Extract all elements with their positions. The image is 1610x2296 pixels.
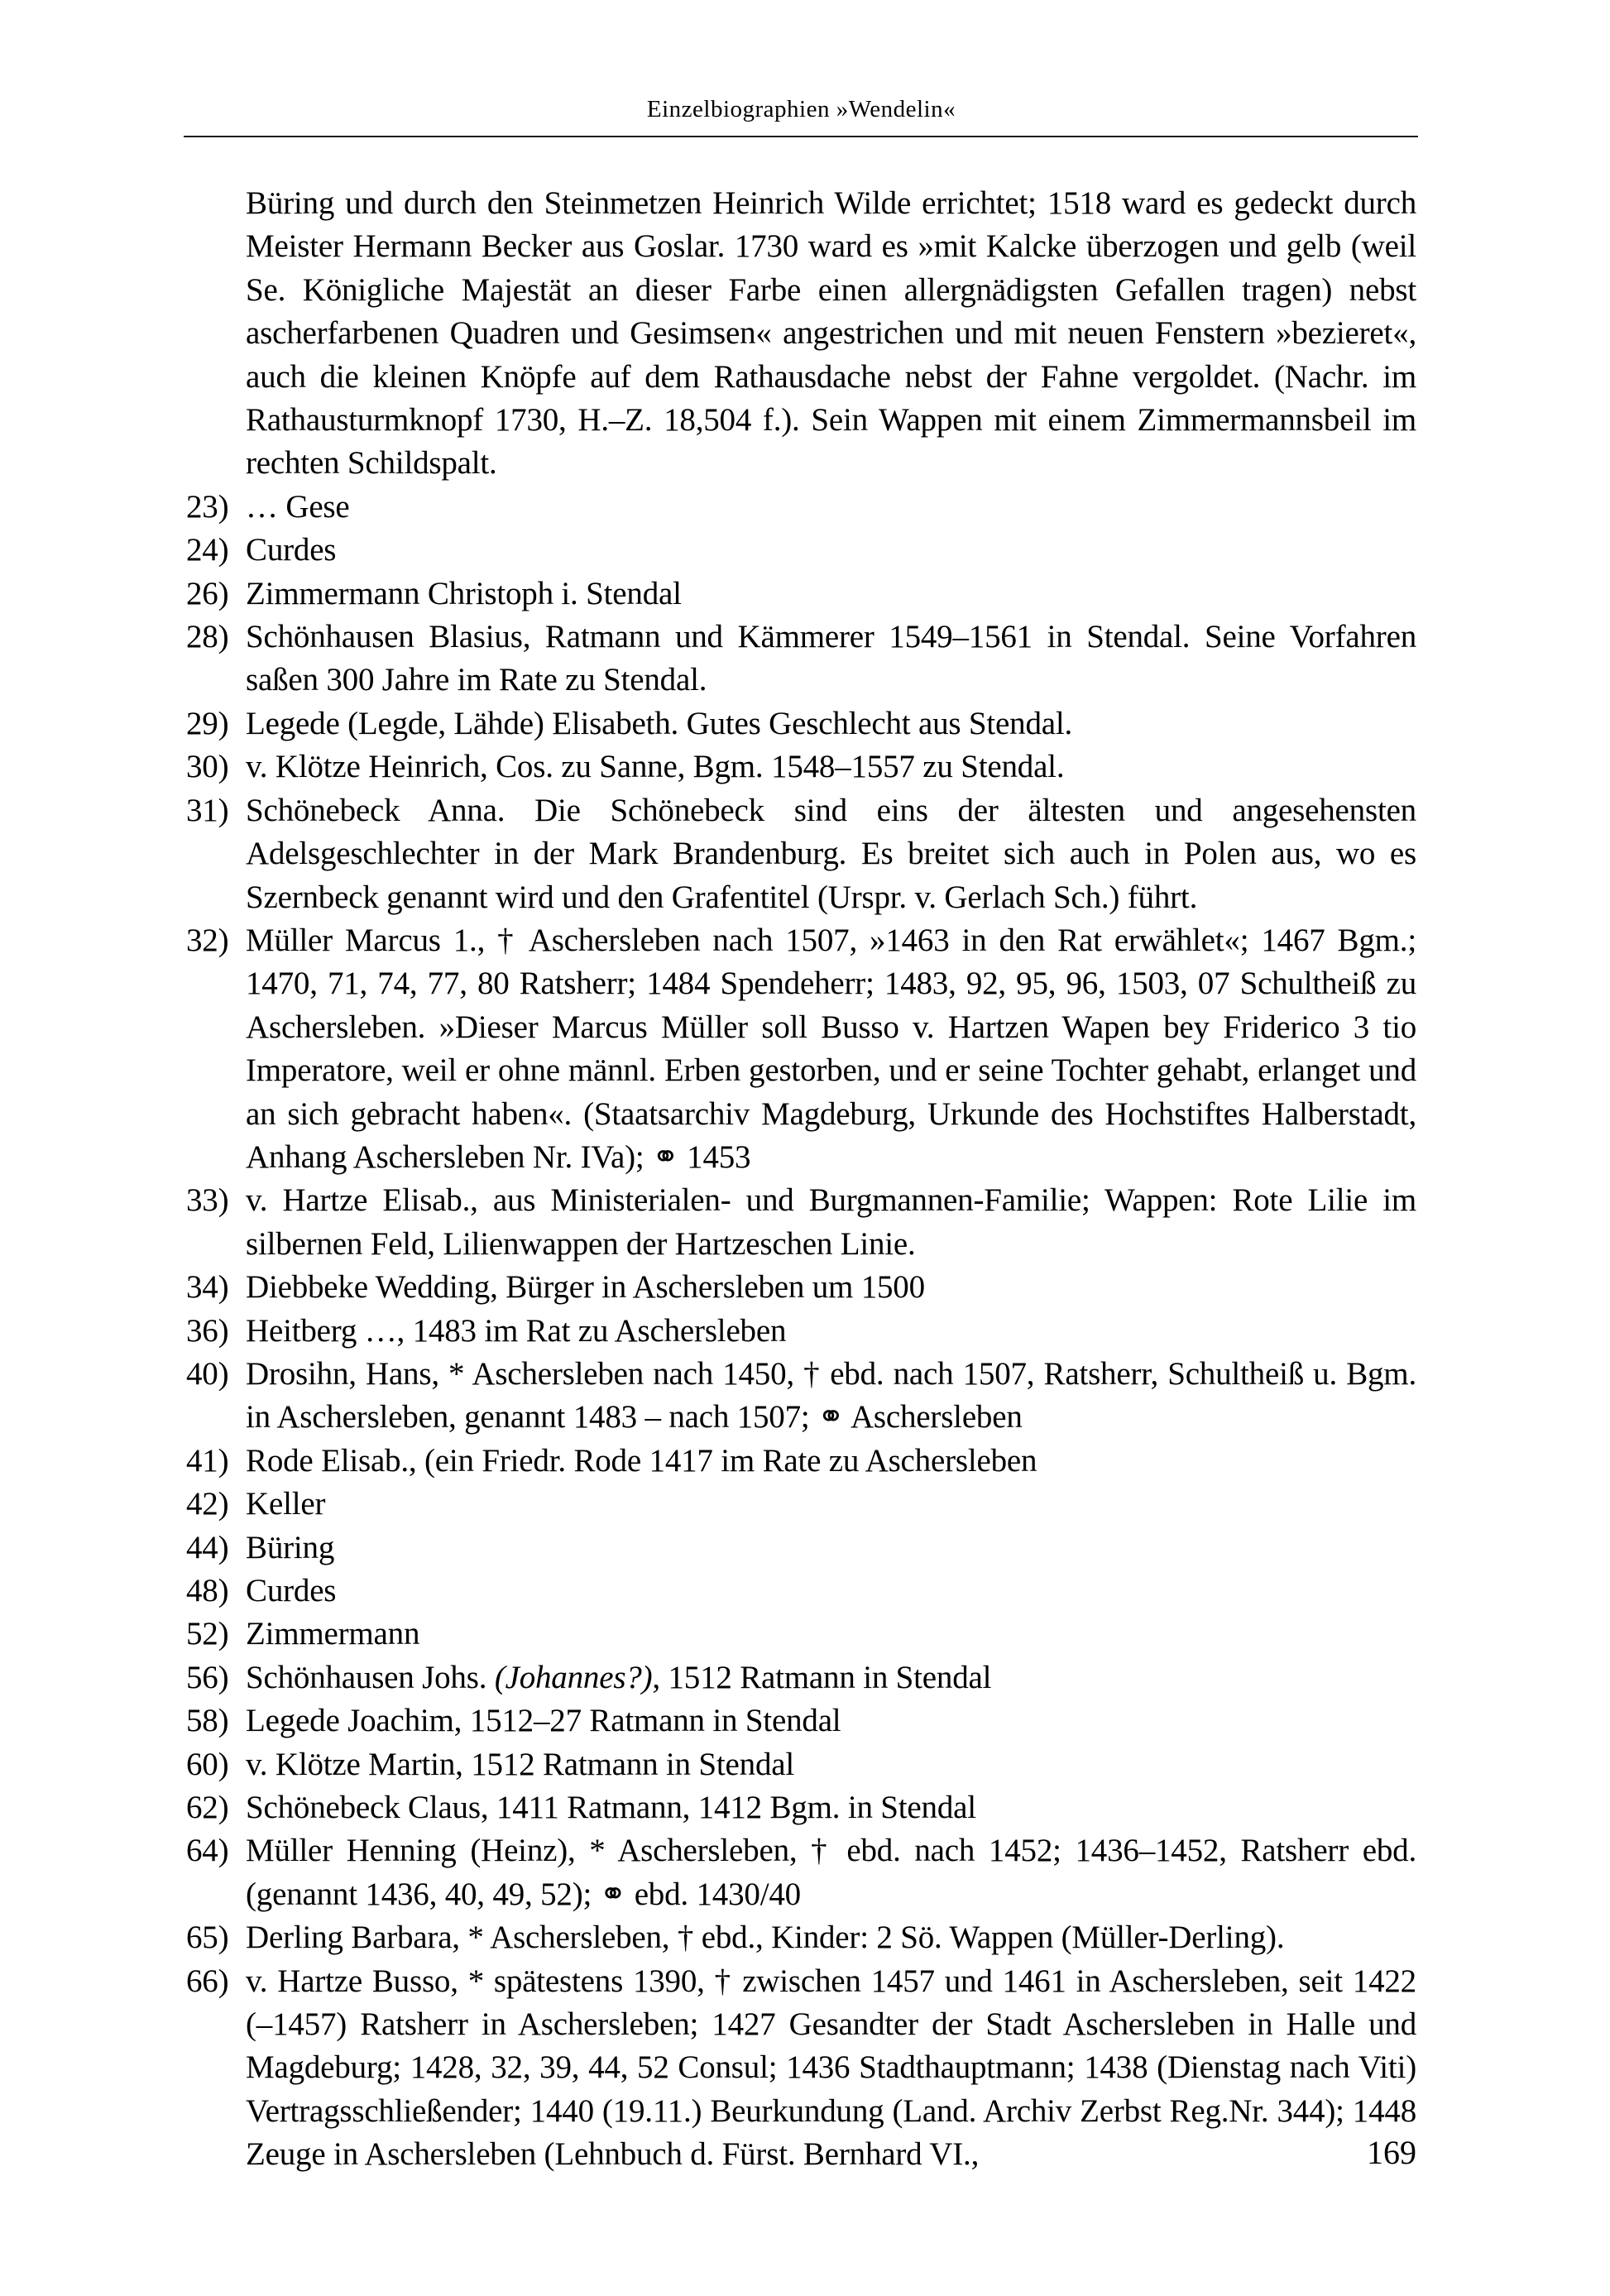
entry — [186, 1179, 1416, 1266]
entry-number: 65) — [186, 1920, 229, 1956]
entry-number: 23) — [186, 488, 229, 525]
entry-number: 56) — [186, 1659, 229, 1695]
entry-number: 41) — [186, 1442, 229, 1479]
entry-text: Büring — [246, 1529, 335, 1565]
entry-text: Schönebeck Claus, 1411 Ratmann, 1412 Bgm. in Stendal — [246, 1790, 976, 1826]
entry — [186, 919, 1416, 1179]
entry-number: 52) — [186, 1616, 229, 1652]
entry-number: 32) — [186, 922, 229, 958]
entry-text: Rode Elisab., (ein Friedr. Rode 1417 im Rate zu Aschersleben — [246, 1442, 1037, 1479]
entry-text: Diebbeke Wedding, Bürger in Aschersleben um 1500 — [246, 1269, 925, 1306]
entry-number: 33) — [186, 1182, 229, 1219]
continuation-paragraph — [186, 182, 1416, 486]
entry-text: Curdes — [246, 1573, 337, 1608]
entry-text: … Gese — [246, 488, 350, 525]
entry-number: 28) — [186, 619, 229, 655]
entry — [186, 1266, 1416, 1309]
entry-text: Zimmermann Christoph i. Stendal — [246, 575, 682, 611]
entry — [186, 529, 1416, 572]
entry — [186, 1353, 1416, 1440]
entry-text: v. Hartze Busso, * spätestens 1390, † zwischen 1457 und 1461 in Aschersleben, seit 1422 (–1457) Ratsherr in Aschersleben; 1427 Gesandter der Stadt Aschersleben in Halle und Magdeburg; 1428, 32, 39, 44, 52 Consul; 1436 Stadthauptmann; 1438 (Dienstag nach Viti) Vertragsschließender; 1440 (19.11.) Beurkundung (Land. Archiv Zerbst Reg.Nr. 344); 1448 Zeuge in Aschersleben (Lehnbuch d. Fürst. Bernhard VI., — [246, 1963, 1416, 2173]
entry-number: 48) — [186, 1573, 229, 1608]
entry-text: Legede Joachim, 1512–27 Ratmann in Stendal — [246, 1703, 841, 1739]
entry — [186, 1440, 1416, 1483]
entry-number: 24) — [186, 532, 229, 568]
entry — [186, 1613, 1416, 1656]
entry — [186, 789, 1416, 919]
entry-text: Müller Henning (Heinz), * Aschersleben, † ebd. nach 1452; 1436–1452, Ratsherr ebd. (genannt 1436, 40, 49, 52); ⚭ ebd. 1430/40 — [246, 1833, 1416, 1912]
entry — [186, 1743, 1416, 1786]
entry-text: v. Hartze Elisab., aus Ministerialen- und Burgmannen-Familie; Wappen: Rote Lilie im silbernen Feld, Lilienwappen der Hartzeschen Linie. — [246, 1182, 1416, 1262]
entry-number: 42) — [186, 1486, 229, 1522]
entry-number: 31) — [186, 792, 229, 828]
entry-text: Drosihn, Hans, * Aschersleben nach 1450, † ebd. nach 1507, Ratsherr, Schultheiß u. Bgm. in Aschersleben, genannt 1483 – nach 1507; ⚭ Aschersleben — [246, 1355, 1416, 1436]
entry — [186, 573, 1416, 616]
entry-text: Büring und durch den Steinmetzen Heinrich Wilde errichtet; 1518 ward es gedeckt durch Meister Hermann Becker aus Goslar. 1730 ward es »mit Kalcke überzogen und gelb (weil Se. Königliche Majestät an dieser Farbe einen allergnädigsten Gefallen tragen) nebst ascherfarbenen Quadren und Gesimsen« angestrichen und mit neuen Fenstern »bezieret«, auch die kleinen Knöpfe auf dem Rathausdache nebst der Fahne vergoldet. (Nachr. im Rathausturmknopf 1730, H.–Z. 18,504 f.). Sein Wappen mit einem Zimmermannsbeil im rechten Schildspalt. — [246, 185, 1416, 482]
entry-number: 30) — [186, 749, 229, 785]
entry-text: Schönhausen Blasius, Ratmann und Kämmerer 1549–1561 in Stendal. Seine Vorfahren saßen 300 Jahre im Rate zu Stendal. — [246, 619, 1416, 698]
header-rule — [184, 136, 1418, 137]
entry — [186, 1527, 1416, 1570]
entry — [186, 1916, 1416, 1959]
entry-number: 29) — [186, 705, 229, 741]
entry-text: v. Klötze Heinrich, Cos. zu Sanne, Bgm. 1548–1557 zu Stendal. — [246, 749, 1065, 785]
entry-number: 58) — [186, 1703, 229, 1739]
entry — [186, 1656, 1416, 1699]
entry — [186, 1786, 1416, 1829]
entry-number: 66) — [186, 1963, 229, 1999]
entry — [186, 1483, 1416, 1526]
entry-text: Zimmermann — [246, 1616, 420, 1652]
entry-text: Legede (Legde, Lähde) Elisabeth. Gutes Geschlecht aus Stendal. — [246, 705, 1073, 741]
entry-text: Schönebeck Anna. Die Schönebeck sind eins der ältesten und angesehensten Adelsgeschlechter in der Mark Brandenburg. Es breitet sich auch in Polen aus, wo es Szernbeck genannt wird und den Grafentitel (Urspr. v. Gerlach Sch.) führt. — [246, 792, 1416, 915]
entry-text: Müller Marcus 1., † Aschersleben nach 1507, »1463 in den Rat erwählet«; 1467 Bgm.; 1470, 71, 74, 77, 80 Ratsherr; 1484 Spendeherr; 1483, 92, 95, 96, 1503, 07 Schultheiß zu Aschersleben. »Dieser Marcus Müller soll Busso v. Hartzen Wapen bey Friderico 3 tio Imperatore, weil er ohne männl. Erben gestorben, und er seine Tochter gehabt, erlanget und an sich gebracht haben«. (Staatsarchiv Magdeburg, Urkunde des Hochstiftes Halberstadt, Anhang Aschersleben Nr. IVa); ⚭ 1453 — [246, 922, 1416, 1175]
entry-number: 34) — [186, 1269, 229, 1306]
entry-number: 44) — [186, 1529, 229, 1565]
entry — [186, 702, 1416, 745]
entry-number: 36) — [186, 1312, 229, 1349]
entry-text: Derling Barbara, * Aschersleben, † ebd., Kinder: 2 Sö. Wappen (Müller-Derling). — [246, 1920, 1285, 1956]
entry — [186, 1310, 1416, 1353]
entry-text: Heitberg …, 1483 im Rat zu Aschersleben — [246, 1312, 787, 1349]
entry-text: Keller — [246, 1486, 326, 1522]
entry-number: 26) — [186, 575, 229, 611]
entry-text: Curdes — [246, 532, 337, 568]
entry — [186, 745, 1416, 789]
entry — [186, 1829, 1416, 1916]
entry — [186, 486, 1416, 529]
entry-text: v. Klötze Martin, 1512 Ratmann in Stendal — [246, 1746, 794, 1782]
entry — [186, 1699, 1416, 1742]
entry — [186, 1570, 1416, 1613]
entry-list — [186, 182, 1416, 2177]
entry-number: 40) — [186, 1355, 229, 1392]
entry-number: 64) — [186, 1833, 229, 1869]
entry-text: Schönhausen Johs. (Johannes?), 1512 Ratmann in Stendal — [246, 1659, 992, 1695]
entry-number: 60) — [186, 1746, 229, 1782]
running-header: Einzelbiographien »Wendelin« — [646, 96, 956, 122]
page-number: 169 — [1367, 2134, 1416, 2171]
entry — [186, 616, 1416, 702]
entry-number: 62) — [186, 1790, 229, 1826]
